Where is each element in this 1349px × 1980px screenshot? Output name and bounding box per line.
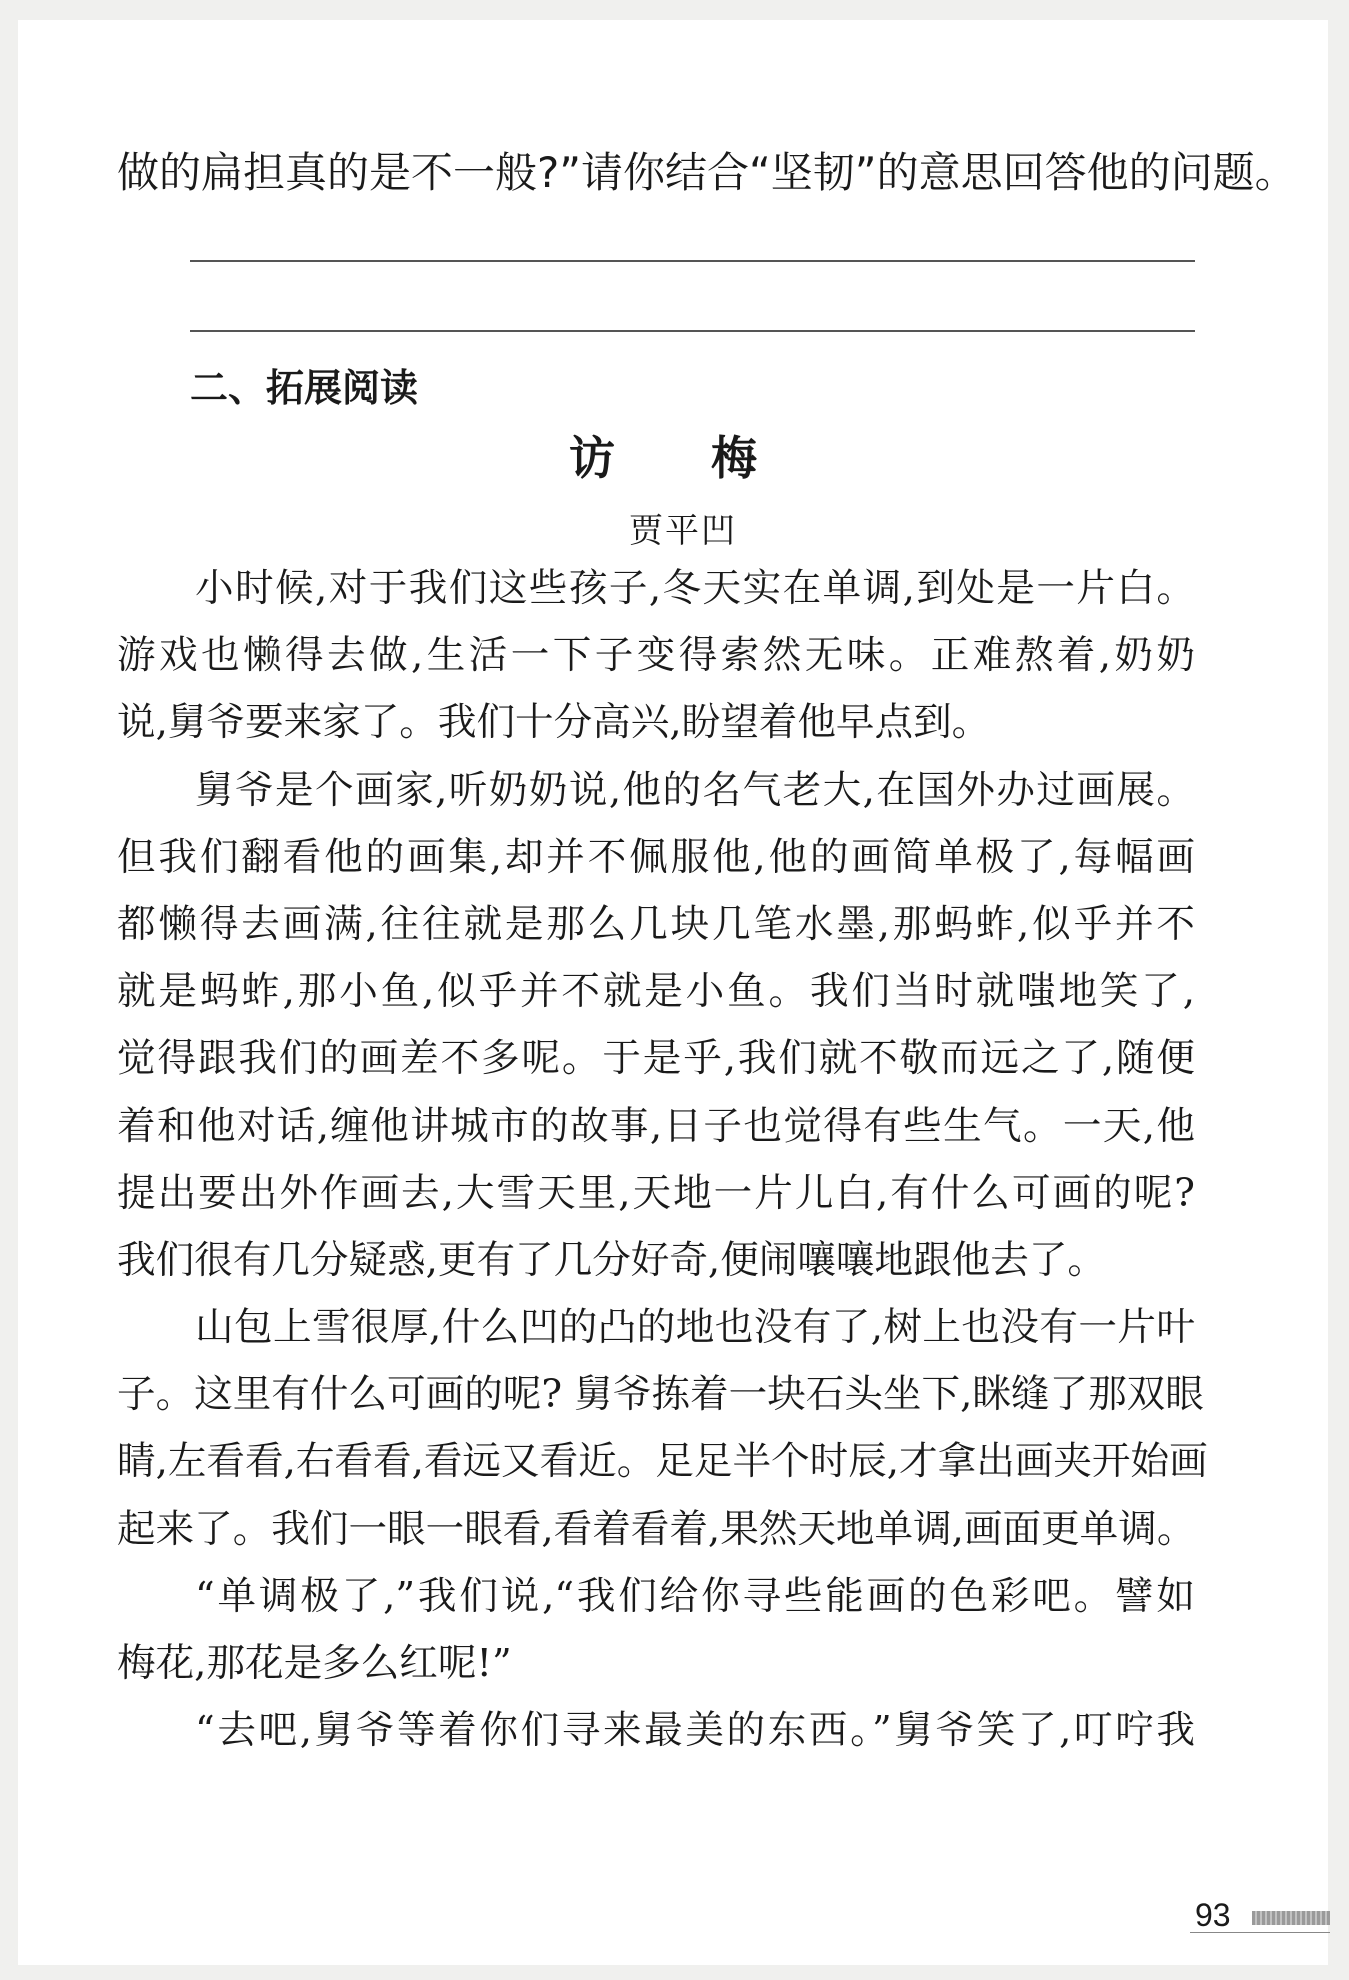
paragraph-line: 着和他对话,缠他讲城市的故事,日子也觉得有些生气。一天,他 [117, 1103, 1195, 1149]
paragraph-line: 起来了。我们一眼一眼看,看着看着,果然天地单调,画面更单调。 [117, 1506, 1196, 1552]
paragraph-line: 小时候,对于我们这些孩子,冬天实在单调,到处是一片白。 [195, 566, 1195, 611]
paragraph-line: 提出要出外作画去,大雪天里,天地一片儿白,有什么可画的呢? [117, 1170, 1195, 1216]
footer-rule [1190, 1932, 1330, 1933]
article-title: 访 梅 [568, 431, 797, 485]
section-heading: 二、拓展阅读 [190, 366, 419, 410]
article-body [117, 555, 1208, 1764]
question-continuation: 做的扁担真的是不一般?”请你结合“坚韧”的意思回答他的问题。 [117, 148, 1297, 197]
paragraph-line: 舅爷是个画家,听奶奶说,他的名气老大,在国外办过画展。 [195, 767, 1195, 813]
paragraph-line: 我们很有几分疑惑,更有了几分好奇,便闹嚷嚷地跟他去了。 [117, 1237, 1106, 1283]
paragraph-line: 山包上雪很厚,什么凹的凸的地也没有了,树上也没有一片叶 [195, 1305, 1195, 1351]
paragraph-line: 梅花,那花是多么红呢!” [117, 1641, 512, 1686]
paragraph-line: 但我们翻看他的画集,却并不佩服他,他的画简单极了,每幅画 [117, 834, 1195, 880]
paragraph-line: 都懒得去画满,往往就是那么几块几笔水墨,那蚂蚱,似乎并不 [117, 901, 1195, 947]
paragraph-line: “单调极了,”我们说,“我们给你寻些能画的色彩吧。譬如 [195, 1573, 1195, 1619]
answer-line-2[interactable] [190, 330, 1195, 332]
page-number-bar [1252, 1911, 1330, 1925]
paragraph-line: 睛,左看看,右看看,看远又看近。足足半个时辰,才拿出画夹开始画 [117, 1439, 1208, 1485]
answer-line-1[interactable] [190, 260, 1195, 262]
page-number: 93 [1195, 1897, 1231, 1933]
paragraph-line: 觉得跟我们的画差不多呢。于是乎,我们就不敬而远之了,随便 [117, 1036, 1195, 1082]
paragraph-line: 说,舅爷要来家了。我们十分高兴,盼望着他早点到。 [117, 700, 991, 746]
paragraph-line: 游戏也懒得去做,生活一下子变得索然无味。正难熬着,奶奶 [117, 633, 1195, 679]
article-author: 贾平凹 [629, 511, 737, 551]
paragraph-line: 子。这里有什么可画的呢? 舅爷拣着一块石头坐下,眯缝了那双眼 [117, 1372, 1204, 1418]
paragraph-line: “去吧,舅爷等着你们寻来最美的东西。”舅爷笑了,叮咛我 [195, 1708, 1195, 1754]
paragraph-line: 就是蚂蚱,那小鱼,似乎并不就是小鱼。我们当时就嗤地笑了, [117, 969, 1195, 1015]
